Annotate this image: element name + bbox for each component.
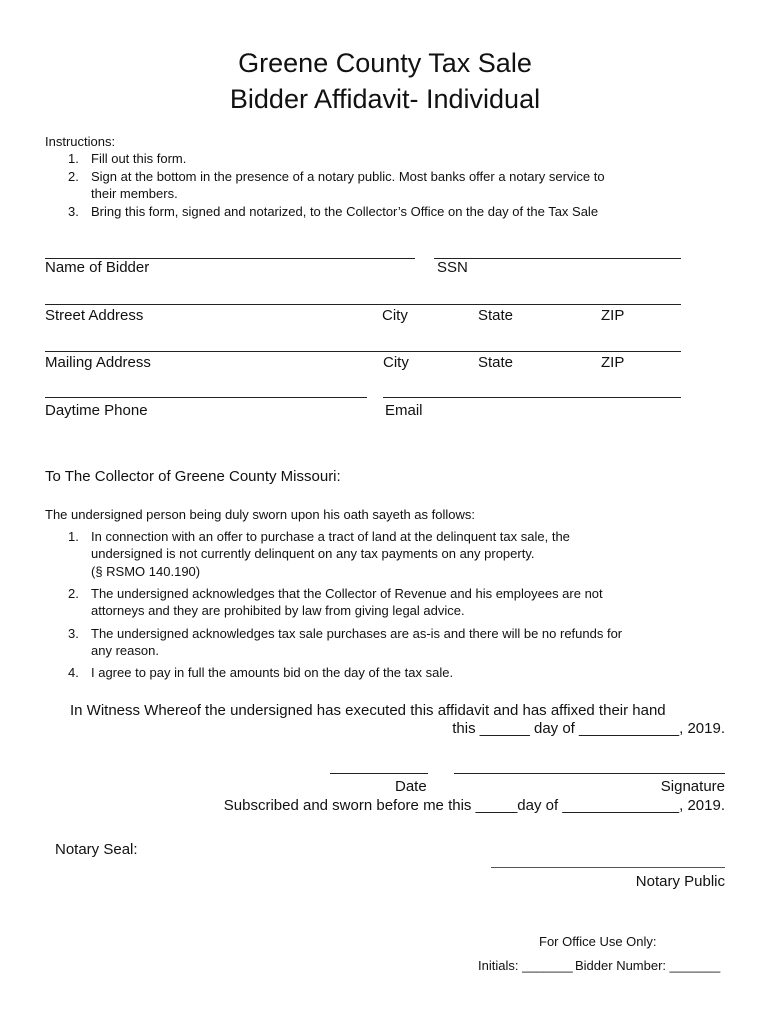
city-label: City xyxy=(383,354,409,371)
instruction-number: 2. xyxy=(68,169,79,184)
clause-number: 1. xyxy=(68,529,79,544)
clause-line: (§ RSMO 140.190) xyxy=(91,564,201,579)
clause-number: 4. xyxy=(68,665,79,680)
zip-label: ZIP xyxy=(601,307,625,324)
ssn-line[interactable] xyxy=(434,258,681,259)
clause-number: 3. xyxy=(68,626,79,641)
mailing-address-line[interactable] xyxy=(45,351,681,352)
title-line-1: Greene County Tax Sale xyxy=(238,48,532,78)
clause-number: 2. xyxy=(68,586,79,601)
instruction-item: Sign at the bottom in the presence of a notary public. Most banks offer a notary service to xyxy=(91,169,605,184)
email-label: Email xyxy=(385,402,423,419)
instruction-item: Bring this form, signed and notarized, to the Collector’s Office on the day of the Tax Sale xyxy=(91,204,599,219)
instruction-item: Fill out this form. xyxy=(91,151,187,166)
clause-line: The undersigned acknowledges that the Collector of Revenue and his employees are not xyxy=(91,586,603,601)
daytime-phone-label: Daytime Phone xyxy=(45,402,148,419)
daytime-phone-line[interactable] xyxy=(45,397,367,398)
state-label: State xyxy=(478,307,514,324)
clause-line: The undersigned acknowledges tax sale purchases are as-is and there will be no refunds for xyxy=(91,626,623,641)
email-line[interactable] xyxy=(383,397,681,398)
signature-line[interactable] xyxy=(454,773,725,774)
title-line-2: Bidder Affidavit- Individual xyxy=(229,84,541,114)
salutation: To The Collector of Greene County Missouri: xyxy=(45,468,341,485)
notary-public-label: Notary Public xyxy=(635,873,725,890)
instruction-number: 1. xyxy=(68,151,79,166)
mailing-address-label: Mailing Address xyxy=(45,354,151,371)
name-of-bidder-label: Name of Bidder xyxy=(45,259,150,276)
signature-label: Signature xyxy=(660,778,725,795)
witness-date-line: this ______ day of ____________, 2019. xyxy=(452,720,725,737)
clause-line: attorneys and they are prohibited by law from giving legal advice. xyxy=(91,603,465,618)
subscribed-sworn-statement: Subscribed and sworn before me this _____day of ______________, 2019. xyxy=(223,797,725,814)
clause-line: In connection with an offer to purchase a tract of land at the delinquent tax sale, the xyxy=(91,529,570,544)
ssn-label: SSN xyxy=(437,259,468,276)
bidder-number-field[interactable]: Bidder Number: _______ xyxy=(575,958,721,973)
street-address-line[interactable] xyxy=(45,304,681,305)
date-line[interactable] xyxy=(330,773,428,774)
date-label: Date xyxy=(395,778,427,795)
witness-statement: In Witness Whereof the undersigned has executed this affidavit and has affixed their hand xyxy=(70,702,666,719)
notary-signature-line[interactable] xyxy=(491,867,725,868)
instruction-number: 3. xyxy=(68,204,79,219)
instructions-heading: Instructions: xyxy=(45,134,116,149)
clause-line: any reason. xyxy=(91,643,159,658)
clause-line: undersigned is not currently delinquent on any tax payments on any property. xyxy=(91,546,535,561)
zip-label: ZIP xyxy=(601,354,625,371)
notary-seal-label: Notary Seal: xyxy=(55,841,138,858)
affidavit-intro: The undersigned person being duly sworn upon his oath sayeth as follows: xyxy=(45,507,475,522)
city-label: City xyxy=(382,307,408,324)
clause-line: I agree to pay in full the amounts bid on the day of the tax sale. xyxy=(91,665,454,680)
initials-field[interactable]: Initials: _______ xyxy=(478,958,573,973)
instruction-item-continued: their members. xyxy=(91,186,178,201)
state-label: State xyxy=(478,354,514,371)
office-use-heading: For Office Use Only: xyxy=(539,934,657,949)
street-address-label: Street Address xyxy=(45,307,144,324)
